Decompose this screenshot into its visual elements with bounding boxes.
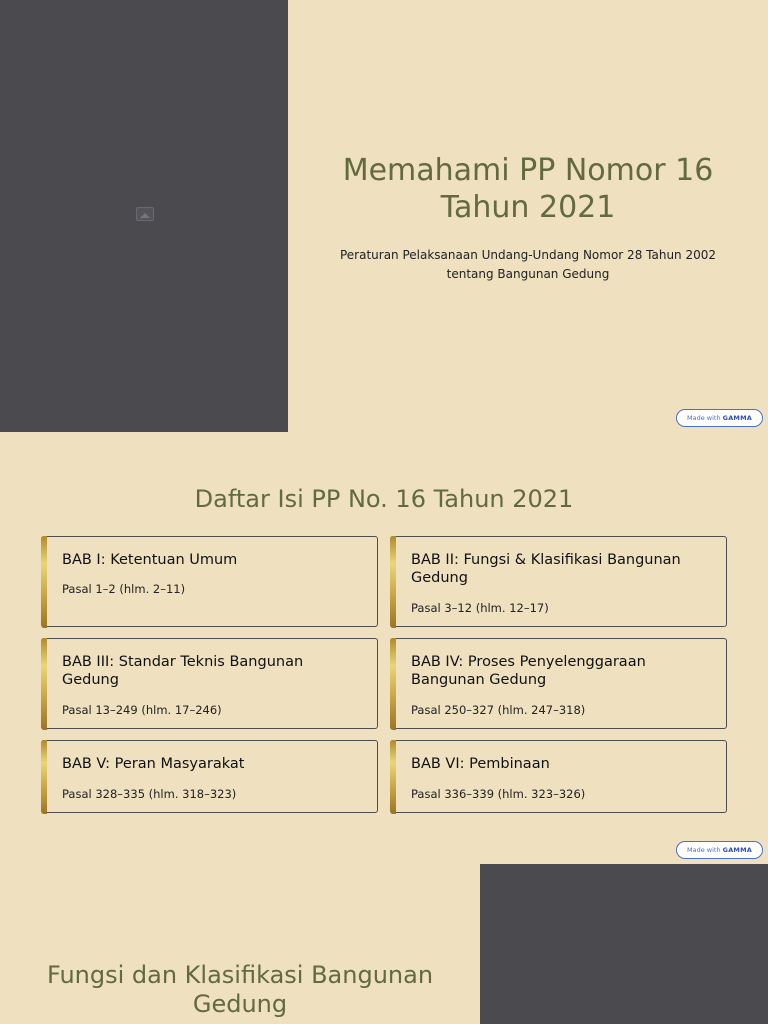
toc-card-title: BAB III: Standar Teknis Bangunan Gedung — [62, 654, 304, 688]
toc-card-bab-6[interactable] — [390, 740, 727, 813]
toc-card-detail: Pasal 1–2 (hlm. 2–11) — [62, 582, 186, 596]
toc-card-bab-4[interactable] — [390, 638, 727, 729]
slide-title — [0, 0, 768, 432]
toc-card-bab-3[interactable] — [41, 638, 378, 729]
toc-card-detail: Pasal 250–327 (hlm. 247–318) — [411, 703, 586, 717]
toc-card-title: BAB IV: Proses Penyelenggaraan Bangunan Gedung — [411, 654, 646, 688]
slide-title-heading: Memahami PP Nomor 16 Tahun 2021 — [342, 153, 714, 225]
made-with-gamma-badge[interactable] — [676, 409, 763, 427]
toc-card-detail: Pasal 13–249 (hlm. 17–246) — [62, 703, 222, 717]
made-with-gamma-badge[interactable] — [676, 841, 763, 859]
slide-image-panel — [480, 864, 768, 1024]
toc-card-bab-1[interactable] — [41, 536, 378, 627]
slide-heading: Fungsi dan Klasifikasi Bangunan Gedung — [46, 961, 434, 1018]
slide-fungsi-klasifikasi — [0, 864, 768, 1024]
toc-card-bab-5[interactable] — [41, 740, 378, 813]
gamma-logo-text: GAMMA — [722, 846, 752, 854]
toc-card-detail: Pasal 328–335 (hlm. 318–323) — [62, 787, 237, 801]
slide-image-panel — [0, 0, 288, 432]
toc-card-title: BAB V: Peran Masyarakat — [62, 756, 245, 772]
gamma-logo-text: GAMMA — [722, 414, 752, 422]
toc-card-title: BAB VI: Pembinaan — [411, 756, 550, 772]
badge-prefix: Made with — [687, 414, 721, 422]
toc-card-bab-2[interactable] — [390, 536, 727, 627]
toc-card-title: BAB II: Fungsi & Klasifikasi Bangunan Gedung — [411, 552, 681, 586]
slide-subtitle: Peraturan Pelaksanaan Undang-Undang Nomor 28 Tahun 2002 tentang Bangunan Gedung — [339, 248, 717, 281]
toc-card-detail: Pasal 3–12 (hlm. 12–17) — [411, 601, 549, 615]
toc-card-detail: Pasal 336–339 (hlm. 323–326) — [411, 787, 586, 801]
image-placeholder-icon — [136, 207, 154, 221]
badge-prefix: Made with — [687, 846, 721, 854]
slide-table-of-contents — [0, 432, 768, 864]
toc-card-title: BAB I: Ketentuan Umum — [62, 552, 238, 568]
toc-heading: Daftar Isi PP No. 16 Tahun 2021 — [194, 485, 574, 513]
